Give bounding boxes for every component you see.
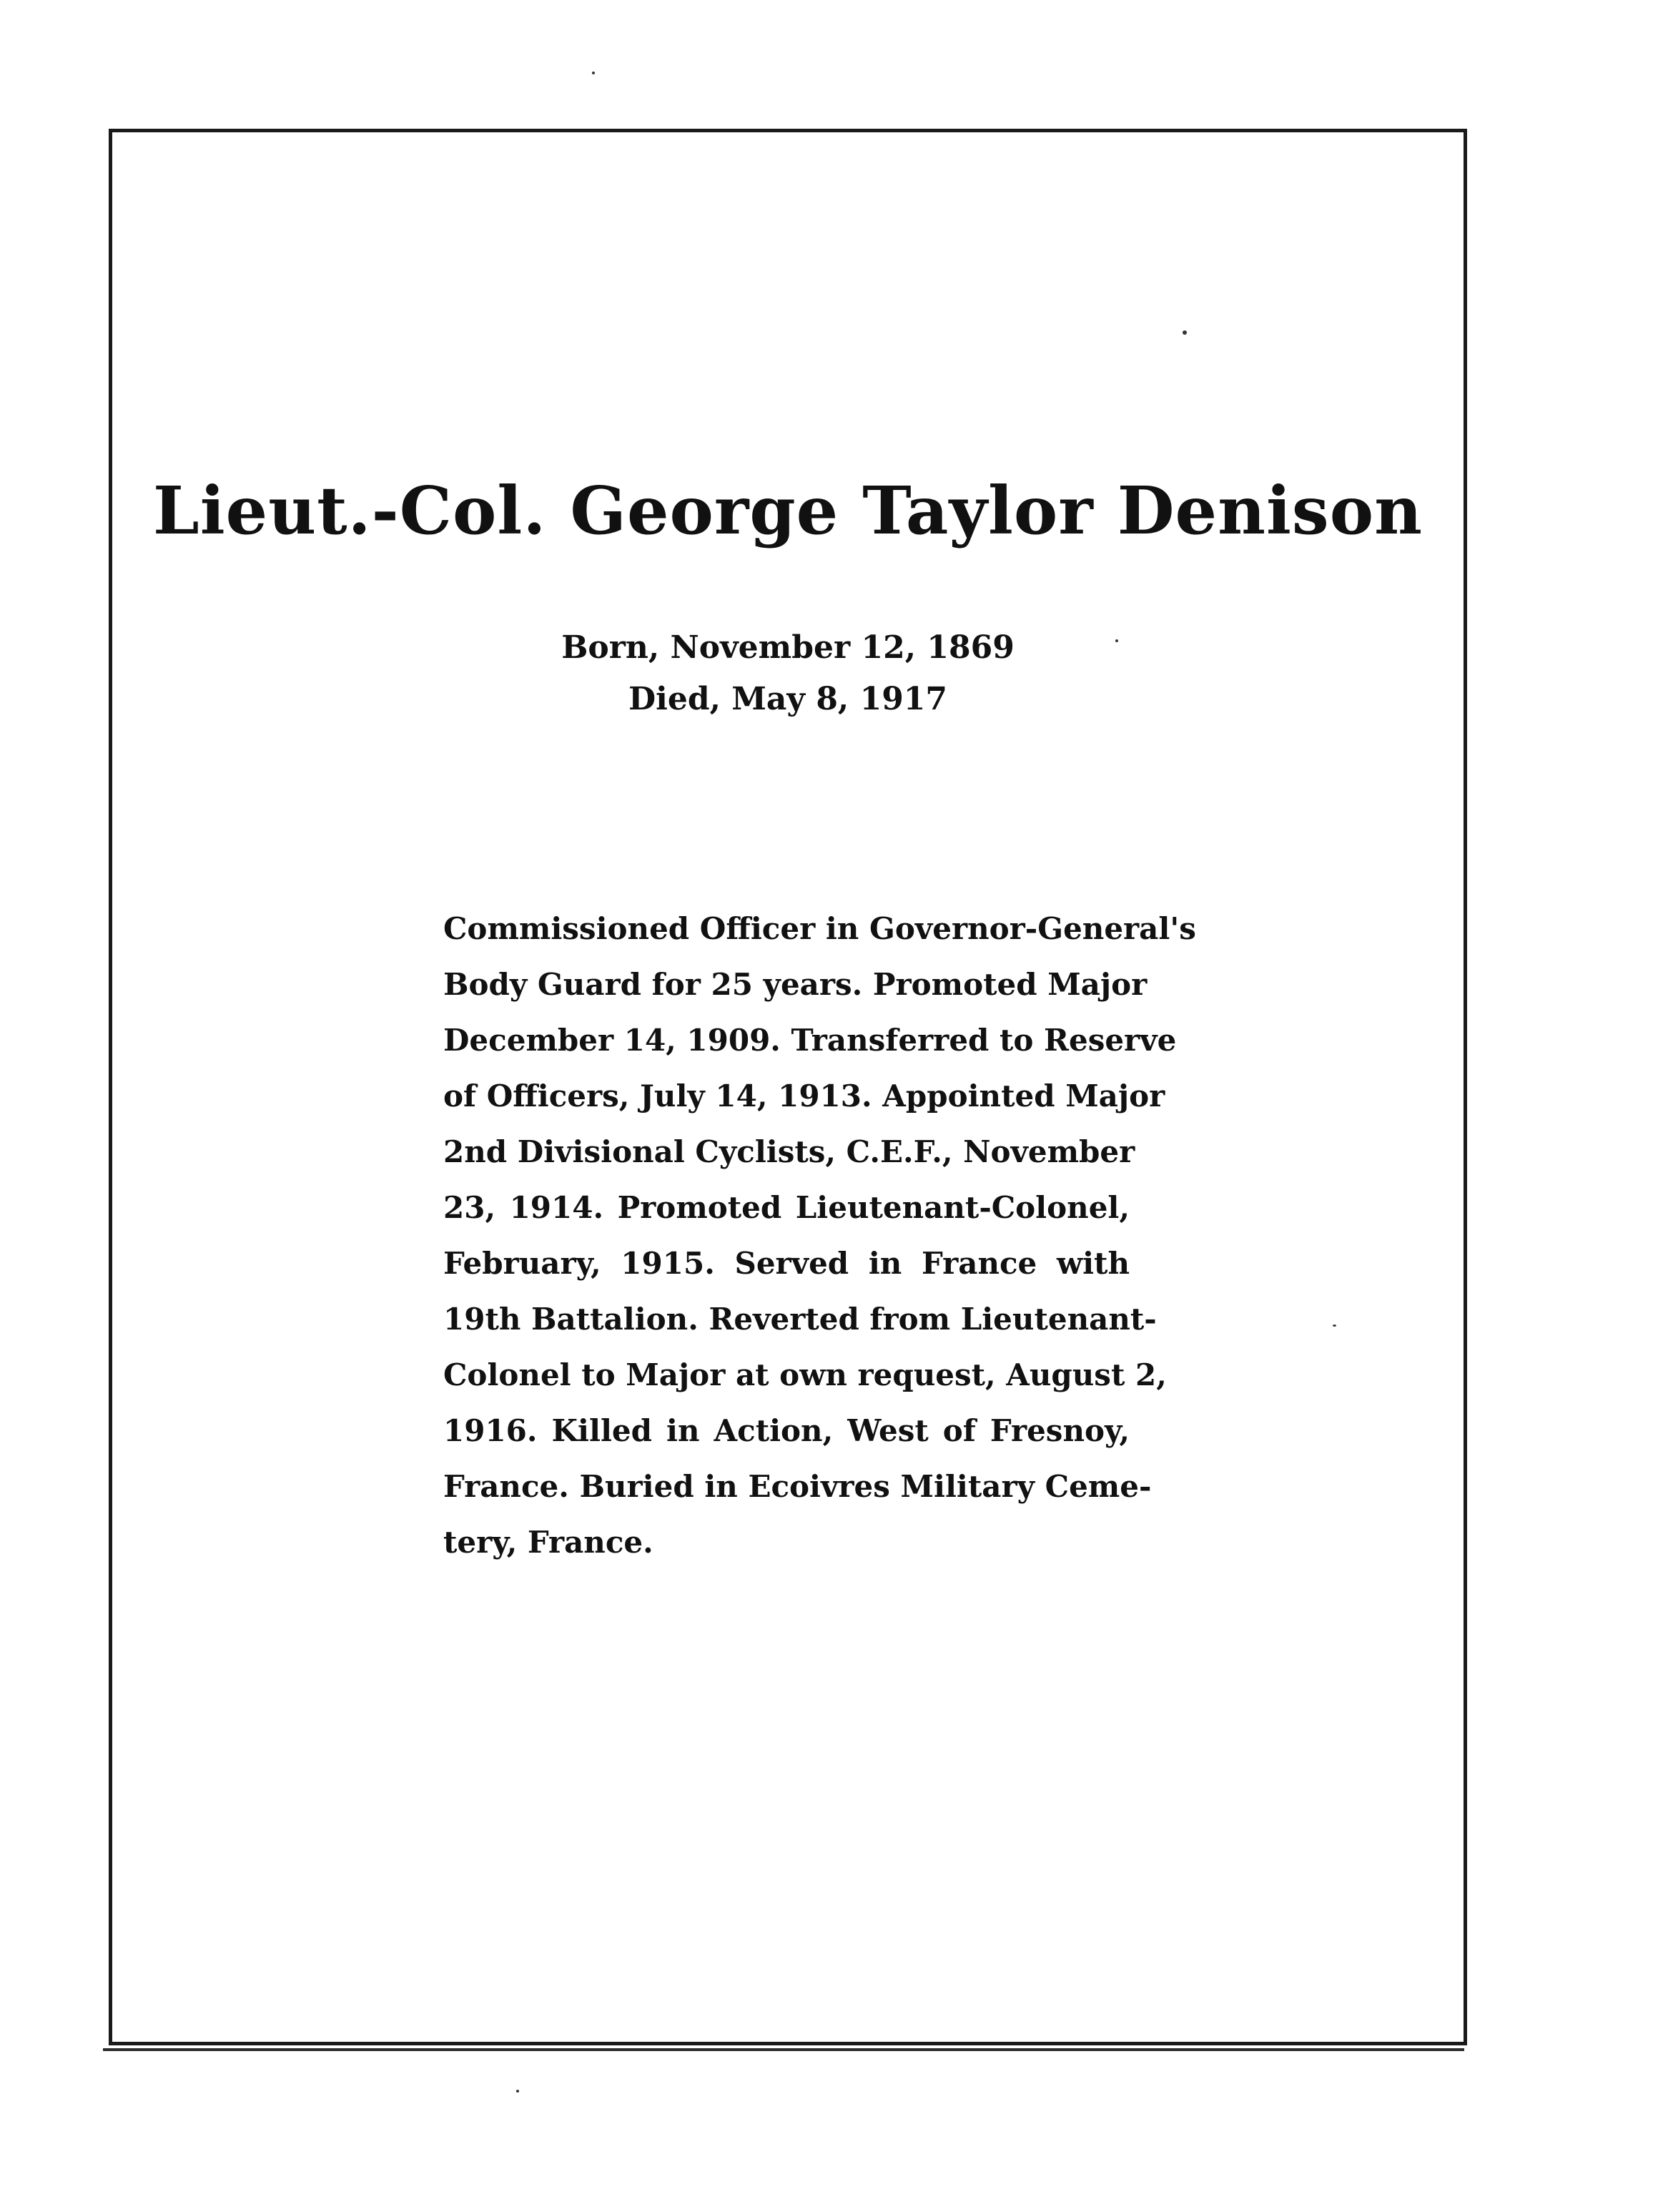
memorial-title: Lieut.-Col. George Taylor Denison [153, 472, 1423, 549]
service-record-line: 2nd Divisional Cyclists, C.E.F., November [443, 1134, 1135, 1169]
dates-block [109, 622, 1467, 725]
service-record-line: of Officers, July 14, 1913. Appointed Major [443, 1078, 1165, 1114]
service-record-line: Colonel to Major at own request, August 2, [443, 1357, 1167, 1392]
scan-speck [1183, 330, 1187, 335]
page-border-shadow [103, 2048, 1464, 2051]
service-record-line: tery, France. [443, 1525, 653, 1560]
service-record [443, 901, 1196, 1570]
died-date: Died, May 8, 1917 [628, 681, 948, 717]
service-record-line: 1916. Killed in Action, West of Fresnoy, [443, 1413, 1130, 1448]
born-date: Born, November 12, 1869 [561, 629, 1015, 666]
scan-speck [516, 2090, 519, 2093]
scan-speck [1333, 1324, 1336, 1327]
service-record-line: France. Buried in Ecoivres Military Ceme- [443, 1469, 1152, 1504]
service-record-line: Body Guard for 25 years. Promoted Major [443, 967, 1148, 1002]
scan-speck [592, 72, 595, 74]
service-record-line: 23, 1914. Promoted Lieutenant-Colonel, [443, 1190, 1130, 1225]
service-record-line: December 14, 1909. Transferred to Reserve [443, 1023, 1177, 1058]
service-record-line: 19th Battalion. Reverted from Lieutenant- [443, 1302, 1157, 1337]
service-record-line: February, 1915. Served in France with [443, 1246, 1130, 1281]
service-record-line: Commissioned Officer in Governor-General's [443, 911, 1196, 946]
